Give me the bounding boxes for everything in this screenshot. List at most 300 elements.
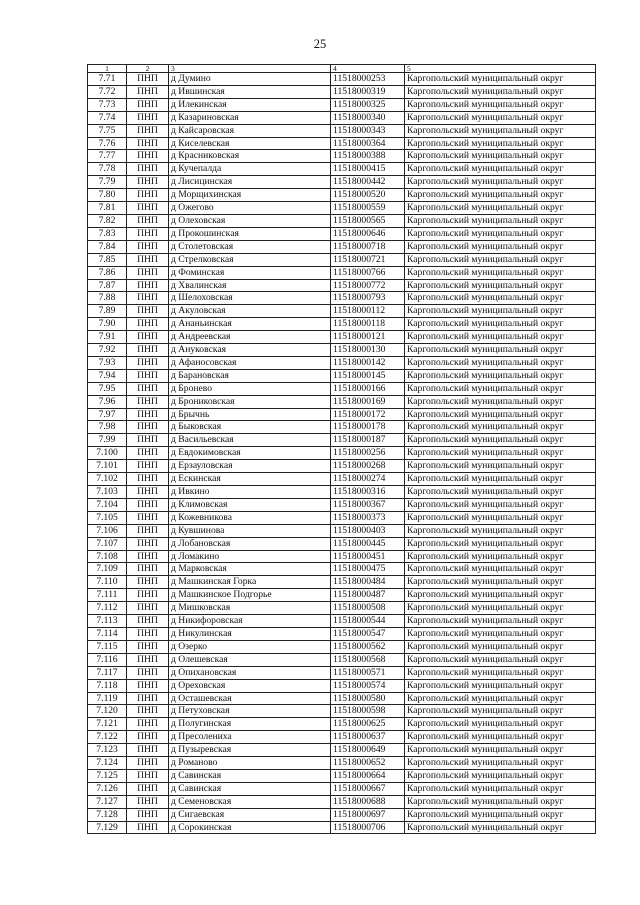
row-number-cell: 7.108 bbox=[88, 550, 127, 563]
settlement-name-cell: д Илекинская bbox=[169, 98, 331, 111]
settlement-name-cell: д Полугинская bbox=[169, 718, 331, 731]
district-cell: Каргопольский муниципальный округ bbox=[405, 356, 596, 369]
type-cell: ПНП bbox=[127, 395, 169, 408]
row-number-cell: 7.117 bbox=[88, 666, 127, 679]
oktmo-code-cell: 11518000562 bbox=[331, 640, 405, 653]
table-row bbox=[88, 550, 596, 563]
row-number-cell: 7.116 bbox=[88, 653, 127, 666]
oktmo-code-cell: 11518000445 bbox=[331, 537, 405, 550]
row-number-cell: 7.110 bbox=[88, 576, 127, 589]
settlement-name-cell: д Олеховская bbox=[169, 214, 331, 227]
district-cell: Каргопольский муниципальный округ bbox=[405, 640, 596, 653]
district-cell: Каргопольский муниципальный округ bbox=[405, 369, 596, 382]
district-cell: Каргопольский муниципальный округ bbox=[405, 137, 596, 150]
row-number-cell: 7.118 bbox=[88, 679, 127, 692]
table-row bbox=[88, 344, 596, 357]
settlement-name-cell: д Лисицинская bbox=[169, 176, 331, 189]
page-number: 25 bbox=[313, 37, 327, 51]
type-cell: ПНП bbox=[127, 124, 169, 137]
table-row bbox=[88, 511, 596, 524]
row-number-cell: 7.100 bbox=[88, 447, 127, 460]
table-row bbox=[88, 473, 596, 486]
district-cell: Каргопольский муниципальный округ bbox=[405, 266, 596, 279]
settlement-name-cell: д Савинская bbox=[169, 782, 331, 795]
type-cell: ПНП bbox=[127, 356, 169, 369]
table-row bbox=[88, 163, 596, 176]
table-row bbox=[88, 305, 596, 318]
settlement-name-cell: д Красниковская bbox=[169, 150, 331, 163]
district-cell: Каргопольский муниципальный округ bbox=[405, 150, 596, 163]
district-cell: Каргопольский муниципальный округ bbox=[405, 176, 596, 189]
row-number-cell: 7.72 bbox=[88, 85, 127, 98]
district-cell: Каргопольский муниципальный округ bbox=[405, 111, 596, 124]
oktmo-code-cell: 11518000172 bbox=[331, 408, 405, 421]
oktmo-code-cell: 11518000373 bbox=[331, 511, 405, 524]
type-cell: ПНП bbox=[127, 511, 169, 524]
row-number-cell: 7.78 bbox=[88, 163, 127, 176]
type-cell: ПНП bbox=[127, 718, 169, 731]
type-cell: ПНП bbox=[127, 266, 169, 279]
row-number-cell: 7.109 bbox=[88, 563, 127, 576]
table-row bbox=[88, 498, 596, 511]
row-number-cell: 7.71 bbox=[88, 73, 127, 86]
settlement-name-cell: д Пресолениха bbox=[169, 731, 331, 744]
table-row bbox=[88, 782, 596, 795]
oktmo-code-cell: 11518000268 bbox=[331, 460, 405, 473]
district-cell: Каргопольский муниципальный округ bbox=[405, 653, 596, 666]
oktmo-code-cell: 11518000559 bbox=[331, 202, 405, 215]
column-header-3: 3 bbox=[169, 65, 331, 73]
row-number-cell: 7.91 bbox=[88, 331, 127, 344]
district-cell: Каргопольский муниципальный округ bbox=[405, 718, 596, 731]
table-row bbox=[88, 253, 596, 266]
table-row bbox=[88, 731, 596, 744]
settlements-table bbox=[87, 64, 596, 834]
district-cell: Каргопольский муниципальный округ bbox=[405, 202, 596, 215]
type-cell: ПНП bbox=[127, 782, 169, 795]
type-cell: ПНП bbox=[127, 85, 169, 98]
settlement-name-cell: д Барановская bbox=[169, 369, 331, 382]
row-number-cell: 7.89 bbox=[88, 305, 127, 318]
table-row bbox=[88, 382, 596, 395]
oktmo-code-cell: 11518000451 bbox=[331, 550, 405, 563]
row-number-cell: 7.114 bbox=[88, 627, 127, 640]
table-row bbox=[88, 705, 596, 718]
type-cell: ПНП bbox=[127, 731, 169, 744]
district-cell: Каргопольский муниципальный округ bbox=[405, 615, 596, 628]
oktmo-code-cell: 11518000706 bbox=[331, 821, 405, 834]
row-number-cell: 7.87 bbox=[88, 279, 127, 292]
table-row bbox=[88, 85, 596, 98]
row-number-cell: 7.84 bbox=[88, 240, 127, 253]
table-row bbox=[88, 279, 596, 292]
type-cell: ПНП bbox=[127, 382, 169, 395]
row-number-cell: 7.93 bbox=[88, 356, 127, 369]
table-row bbox=[88, 615, 596, 628]
row-number-cell: 7.77 bbox=[88, 150, 127, 163]
oktmo-code-cell: 11518000667 bbox=[331, 782, 405, 795]
type-cell: ПНП bbox=[127, 137, 169, 150]
settlement-name-cell: д Семеновская bbox=[169, 795, 331, 808]
district-cell: Каргопольский муниципальный округ bbox=[405, 163, 596, 176]
settlement-name-cell: д Петуховская bbox=[169, 705, 331, 718]
column-header-4: 4 bbox=[331, 65, 405, 73]
type-cell: ПНП bbox=[127, 808, 169, 821]
table-row bbox=[88, 460, 596, 473]
settlement-name-cell: д Кожевникова bbox=[169, 511, 331, 524]
table-row bbox=[88, 266, 596, 279]
table-row bbox=[88, 563, 596, 576]
oktmo-code-cell: 11518000403 bbox=[331, 524, 405, 537]
type-cell: ПНП bbox=[127, 615, 169, 628]
row-number-cell: 7.126 bbox=[88, 782, 127, 795]
table-body bbox=[88, 73, 596, 834]
table-row bbox=[88, 718, 596, 731]
oktmo-code-cell: 11518000367 bbox=[331, 498, 405, 511]
row-number-cell: 7.103 bbox=[88, 486, 127, 499]
table-row bbox=[88, 202, 596, 215]
district-cell: Каргопольский муниципальный округ bbox=[405, 189, 596, 202]
oktmo-code-cell: 11518000415 bbox=[331, 163, 405, 176]
oktmo-code-cell: 11518000442 bbox=[331, 176, 405, 189]
settlement-name-cell: д Ломакино bbox=[169, 550, 331, 563]
oktmo-code-cell: 11518000484 bbox=[331, 576, 405, 589]
row-number-cell: 7.123 bbox=[88, 744, 127, 757]
table-row bbox=[88, 214, 596, 227]
table-row bbox=[88, 692, 596, 705]
district-cell: Каргопольский муниципальный округ bbox=[405, 305, 596, 318]
settlement-name-cell: д Савинская bbox=[169, 769, 331, 782]
table-row bbox=[88, 627, 596, 640]
settlement-name-cell: д Машкинская Горка bbox=[169, 576, 331, 589]
oktmo-code-cell: 11518000475 bbox=[331, 563, 405, 576]
settlement-name-cell: д Сорокинская bbox=[169, 821, 331, 834]
settlement-name-cell: д Евдокимовская bbox=[169, 447, 331, 460]
type-cell: ПНП bbox=[127, 692, 169, 705]
district-cell: Каргопольский муниципальный округ bbox=[405, 524, 596, 537]
row-number-cell: 7.92 bbox=[88, 344, 127, 357]
district-cell: Каргопольский муниципальный округ bbox=[405, 537, 596, 550]
table-row bbox=[88, 137, 596, 150]
row-number-cell: 7.106 bbox=[88, 524, 127, 537]
settlement-name-cell: д Опихановская bbox=[169, 666, 331, 679]
type-cell: ПНП bbox=[127, 240, 169, 253]
column-header-1: 1 bbox=[88, 65, 127, 73]
district-cell: Каргопольский муниципальный округ bbox=[405, 782, 596, 795]
oktmo-code-cell: 11518000625 bbox=[331, 718, 405, 731]
type-cell: ПНП bbox=[127, 150, 169, 163]
settlement-name-cell: д Ануковская bbox=[169, 344, 331, 357]
oktmo-code-cell: 11518000766 bbox=[331, 266, 405, 279]
table-row bbox=[88, 331, 596, 344]
district-cell: Каргопольский муниципальный округ bbox=[405, 744, 596, 757]
settlement-name-cell: д Васильевская bbox=[169, 434, 331, 447]
type-cell: ПНП bbox=[127, 227, 169, 240]
table-row bbox=[88, 292, 596, 305]
table-row bbox=[88, 98, 596, 111]
type-cell: ПНП bbox=[127, 279, 169, 292]
oktmo-code-cell: 11518000274 bbox=[331, 473, 405, 486]
district-cell: Каргопольский муниципальный округ bbox=[405, 563, 596, 576]
row-number-cell: 7.105 bbox=[88, 511, 127, 524]
settlement-name-cell: д Сигаевская bbox=[169, 808, 331, 821]
row-number-cell: 7.124 bbox=[88, 757, 127, 770]
oktmo-code-cell: 11518000772 bbox=[331, 279, 405, 292]
table-row bbox=[88, 486, 596, 499]
type-cell: ПНП bbox=[127, 666, 169, 679]
settlement-name-cell: д Никулинская bbox=[169, 627, 331, 640]
district-cell: Каргопольский муниципальный округ bbox=[405, 473, 596, 486]
type-cell: ПНП bbox=[127, 318, 169, 331]
table-row bbox=[88, 73, 596, 86]
settlement-name-cell: д Озерко bbox=[169, 640, 331, 653]
oktmo-code-cell: 11518000487 bbox=[331, 589, 405, 602]
oktmo-code-cell: 11518000721 bbox=[331, 253, 405, 266]
type-cell: ПНП bbox=[127, 795, 169, 808]
row-number-cell: 7.79 bbox=[88, 176, 127, 189]
table-row bbox=[88, 640, 596, 653]
settlement-name-cell: д Машкинское Подгорье bbox=[169, 589, 331, 602]
type-cell: ПНП bbox=[127, 627, 169, 640]
district-cell: Каргопольский муниципальный округ bbox=[405, 318, 596, 331]
table-row bbox=[88, 434, 596, 447]
district-cell: Каргопольский муниципальный округ bbox=[405, 731, 596, 744]
oktmo-code-cell: 11518000580 bbox=[331, 692, 405, 705]
table-row bbox=[88, 408, 596, 421]
type-cell: ПНП bbox=[127, 563, 169, 576]
type-cell: ПНП bbox=[127, 769, 169, 782]
table-row bbox=[88, 757, 596, 770]
table-row bbox=[88, 356, 596, 369]
type-cell: ПНП bbox=[127, 744, 169, 757]
district-cell: Каргопольский муниципальный округ bbox=[405, 666, 596, 679]
district-cell: Каргопольский муниципальный округ bbox=[405, 214, 596, 227]
column-header-5: 5 bbox=[405, 65, 596, 73]
table-row bbox=[88, 111, 596, 124]
row-number-cell: 7.98 bbox=[88, 421, 127, 434]
settlement-name-cell: д Ескинская bbox=[169, 473, 331, 486]
settlement-name-cell: д Ерзауловская bbox=[169, 460, 331, 473]
column-header-2: 2 bbox=[127, 65, 169, 73]
district-cell: Каргопольский муниципальный округ bbox=[405, 344, 596, 357]
oktmo-code-cell: 11518000130 bbox=[331, 344, 405, 357]
district-cell: Каргопольский муниципальный округ bbox=[405, 511, 596, 524]
settlement-name-cell: д Ананьинская bbox=[169, 318, 331, 331]
district-cell: Каргопольский муниципальный округ bbox=[405, 227, 596, 240]
district-cell: Каргопольский муниципальный округ bbox=[405, 85, 596, 98]
oktmo-code-cell: 11518000316 bbox=[331, 486, 405, 499]
row-number-cell: 7.88 bbox=[88, 292, 127, 305]
district-cell: Каргопольский муниципальный округ bbox=[405, 460, 596, 473]
oktmo-code-cell: 11518000688 bbox=[331, 795, 405, 808]
district-cell: Каргопольский муниципальный округ bbox=[405, 98, 596, 111]
district-cell: Каргопольский муниципальный округ bbox=[405, 421, 596, 434]
oktmo-code-cell: 11518000568 bbox=[331, 653, 405, 666]
table-row bbox=[88, 589, 596, 602]
table-row bbox=[88, 795, 596, 808]
district-cell: Каргопольский муниципальный округ bbox=[405, 486, 596, 499]
settlement-name-cell: д Кувшинова bbox=[169, 524, 331, 537]
table-row bbox=[88, 653, 596, 666]
type-cell: ПНП bbox=[127, 434, 169, 447]
table-row bbox=[88, 421, 596, 434]
oktmo-code-cell: 11518000121 bbox=[331, 331, 405, 344]
type-cell: ПНП bbox=[127, 331, 169, 344]
row-number-cell: 7.83 bbox=[88, 227, 127, 240]
district-cell: Каргопольский муниципальный округ bbox=[405, 602, 596, 615]
type-cell: ПНП bbox=[127, 189, 169, 202]
table-row bbox=[88, 318, 596, 331]
settlement-name-cell: д Ореховская bbox=[169, 679, 331, 692]
settlement-name-cell: д Брониковская bbox=[169, 395, 331, 408]
type-cell: ПНП bbox=[127, 292, 169, 305]
type-cell: ПНП bbox=[127, 653, 169, 666]
district-cell: Каргопольский муниципальный округ bbox=[405, 757, 596, 770]
district-cell: Каргопольский муниципальный округ bbox=[405, 447, 596, 460]
row-number-cell: 7.119 bbox=[88, 692, 127, 705]
settlement-name-cell: д Бронево bbox=[169, 382, 331, 395]
oktmo-code-cell: 11518000547 bbox=[331, 627, 405, 640]
type-cell: ПНП bbox=[127, 447, 169, 460]
row-number-cell: 7.107 bbox=[88, 537, 127, 550]
type-cell: ПНП bbox=[127, 821, 169, 834]
type-cell: ПНП bbox=[127, 202, 169, 215]
settlement-name-cell: д Афаносовская bbox=[169, 356, 331, 369]
type-cell: ПНП bbox=[127, 486, 169, 499]
row-number-cell: 7.121 bbox=[88, 718, 127, 731]
row-number-cell: 7.120 bbox=[88, 705, 127, 718]
oktmo-code-cell: 11518000574 bbox=[331, 679, 405, 692]
type-cell: ПНП bbox=[127, 640, 169, 653]
oktmo-code-cell: 11518000793 bbox=[331, 292, 405, 305]
type-cell: ПНП bbox=[127, 73, 169, 86]
type-cell: ПНП bbox=[127, 498, 169, 511]
district-cell: Каргопольский муниципальный округ bbox=[405, 498, 596, 511]
row-number-cell: 7.113 bbox=[88, 615, 127, 628]
oktmo-code-cell: 11518000253 bbox=[331, 73, 405, 86]
oktmo-code-cell: 11518000664 bbox=[331, 769, 405, 782]
district-cell: Каргопольский муниципальный округ bbox=[405, 395, 596, 408]
settlement-name-cell: д Романово bbox=[169, 757, 331, 770]
table-row bbox=[88, 808, 596, 821]
row-number-cell: 7.85 bbox=[88, 253, 127, 266]
type-cell: ПНП bbox=[127, 524, 169, 537]
settlement-name-cell: д Шелоховская bbox=[169, 292, 331, 305]
type-cell: ПНП bbox=[127, 460, 169, 473]
settlement-name-cell: д Киселевская bbox=[169, 137, 331, 150]
district-cell: Каргопольский муниципальный округ bbox=[405, 692, 596, 705]
row-number-cell: 7.99 bbox=[88, 434, 127, 447]
type-cell: ПНП bbox=[127, 705, 169, 718]
oktmo-code-cell: 11518000598 bbox=[331, 705, 405, 718]
oktmo-code-cell: 11518000178 bbox=[331, 421, 405, 434]
settlement-name-cell: д Фоминская bbox=[169, 266, 331, 279]
settlement-name-cell: д Марковская bbox=[169, 563, 331, 576]
type-cell: ПНП bbox=[127, 163, 169, 176]
oktmo-code-cell: 11518000649 bbox=[331, 744, 405, 757]
row-number-cell: 7.122 bbox=[88, 731, 127, 744]
district-cell: Каргопольский муниципальный округ bbox=[405, 576, 596, 589]
settlement-name-cell: д Ожегово bbox=[169, 202, 331, 215]
table-row bbox=[88, 369, 596, 382]
row-number-cell: 7.95 bbox=[88, 382, 127, 395]
type-cell: ПНП bbox=[127, 602, 169, 615]
type-cell: ПНП bbox=[127, 369, 169, 382]
settlement-name-cell: д Хвалинская bbox=[169, 279, 331, 292]
type-cell: ПНП bbox=[127, 214, 169, 227]
district-cell: Каргопольский муниципальный округ bbox=[405, 589, 596, 602]
table-row bbox=[88, 602, 596, 615]
table-row bbox=[88, 666, 596, 679]
oktmo-code-cell: 11518000325 bbox=[331, 98, 405, 111]
oktmo-code-cell: 11518000112 bbox=[331, 305, 405, 318]
type-cell: ПНП bbox=[127, 537, 169, 550]
settlement-name-cell: д Мишковская bbox=[169, 602, 331, 615]
oktmo-code-cell: 11518000637 bbox=[331, 731, 405, 744]
row-number-cell: 7.82 bbox=[88, 214, 127, 227]
district-cell: Каргопольский муниципальный округ bbox=[405, 240, 596, 253]
district-cell: Каргопольский муниципальный округ bbox=[405, 679, 596, 692]
type-cell: ПНП bbox=[127, 98, 169, 111]
settlement-name-cell: д Думино bbox=[169, 73, 331, 86]
settlement-name-cell: д Кайсаровская bbox=[169, 124, 331, 137]
district-cell: Каргопольский муниципальный округ bbox=[405, 795, 596, 808]
row-number-cell: 7.94 bbox=[88, 369, 127, 382]
table-row bbox=[88, 447, 596, 460]
table-row bbox=[88, 537, 596, 550]
row-number-cell: 7.112 bbox=[88, 602, 127, 615]
district-cell: Каргопольский муниципальный округ bbox=[405, 821, 596, 834]
settlement-name-cell: д Олешевская bbox=[169, 653, 331, 666]
row-number-cell: 7.128 bbox=[88, 808, 127, 821]
table-row bbox=[88, 576, 596, 589]
table-row bbox=[88, 769, 596, 782]
row-number-cell: 7.102 bbox=[88, 473, 127, 486]
settlement-name-cell: д Пузыревская bbox=[169, 744, 331, 757]
table-row bbox=[88, 395, 596, 408]
settlement-name-cell: д Столетовская bbox=[169, 240, 331, 253]
settlement-name-cell: д Морщихинская bbox=[169, 189, 331, 202]
settlement-name-cell: д Лобановская bbox=[169, 537, 331, 550]
row-number-cell: 7.115 bbox=[88, 640, 127, 653]
district-cell: Каргопольский муниципальный округ bbox=[405, 331, 596, 344]
district-cell: Каргопольский муниципальный округ bbox=[405, 408, 596, 421]
settlement-name-cell: д Ившинская bbox=[169, 85, 331, 98]
row-number-cell: 7.101 bbox=[88, 460, 127, 473]
table-row bbox=[88, 150, 596, 163]
district-cell: Каргопольский муниципальный округ bbox=[405, 705, 596, 718]
settlement-name-cell: д Кучепалда bbox=[169, 163, 331, 176]
type-cell: ПНП bbox=[127, 589, 169, 602]
type-cell: ПНП bbox=[127, 305, 169, 318]
oktmo-code-cell: 11518000187 bbox=[331, 434, 405, 447]
row-number-cell: 7.81 bbox=[88, 202, 127, 215]
district-cell: Каргопольский муниципальный округ bbox=[405, 434, 596, 447]
oktmo-code-cell: 11518000646 bbox=[331, 227, 405, 240]
district-cell: Каргопольский муниципальный округ bbox=[405, 124, 596, 137]
settlement-name-cell: д Казариновская bbox=[169, 111, 331, 124]
row-number-cell: 7.111 bbox=[88, 589, 127, 602]
oktmo-code-cell: 11518000652 bbox=[331, 757, 405, 770]
oktmo-code-cell: 11518000508 bbox=[331, 602, 405, 615]
oktmo-code-cell: 11518000142 bbox=[331, 356, 405, 369]
type-cell: ПНП bbox=[127, 253, 169, 266]
table-row bbox=[88, 744, 596, 757]
table-row bbox=[88, 524, 596, 537]
oktmo-code-cell: 11518000340 bbox=[331, 111, 405, 124]
oktmo-code-cell: 11518000166 bbox=[331, 382, 405, 395]
oktmo-code-cell: 11518000544 bbox=[331, 615, 405, 628]
